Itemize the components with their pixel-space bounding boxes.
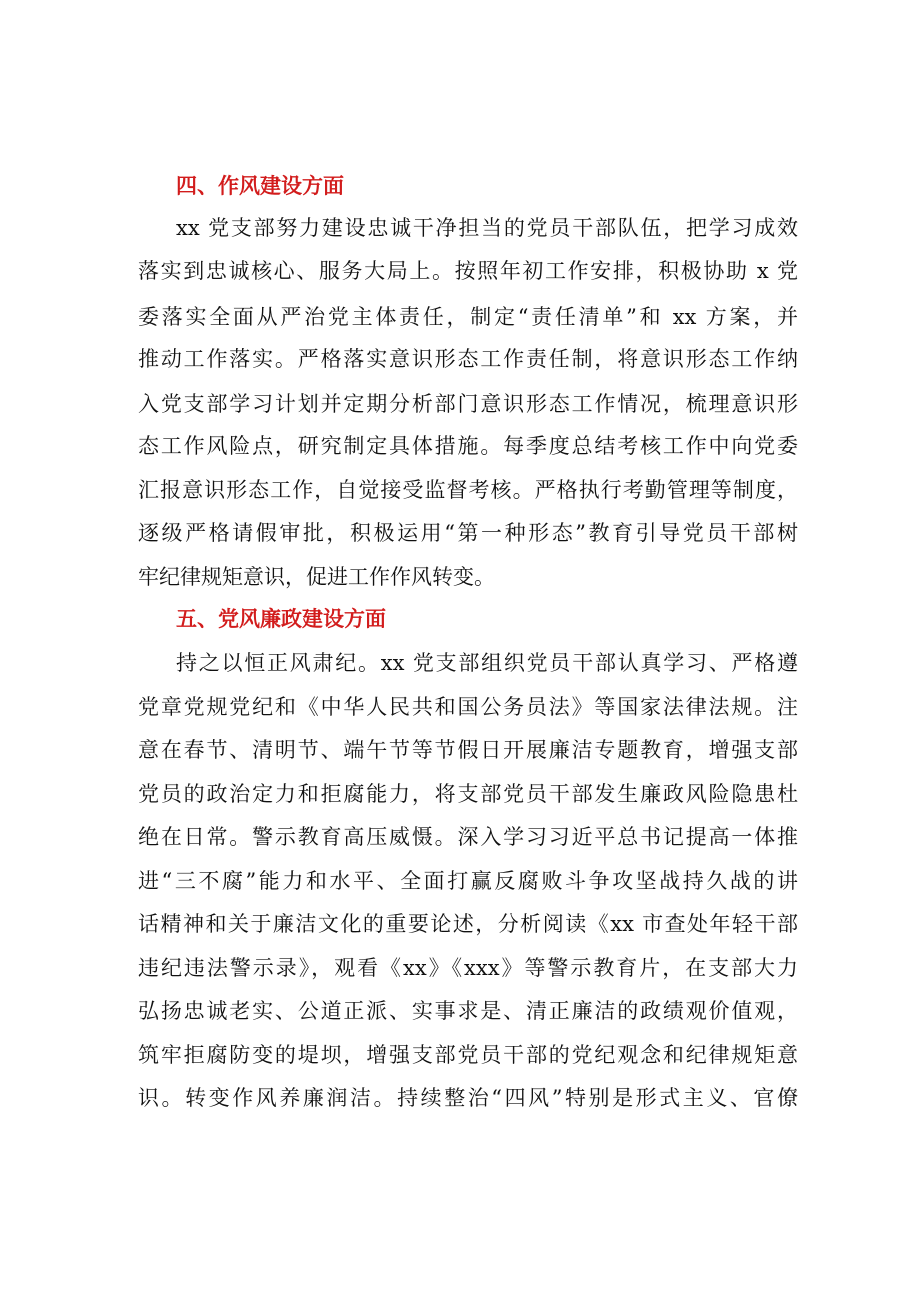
section-5-line: 弘扬忠诚老实、公道正派、实事求是、清正廉洁的政绩观价值观，	[138, 999, 798, 1023]
section-5-line: 绝在日常。警示教育高压威慑。深入学习习近平总书记提高一体推	[138, 825, 798, 849]
section-5-line: 党员的政治定力和拒腐能力，将支部党员干部发生廉政风险隐患杜	[138, 782, 798, 806]
section-4-line: 入党支部学习计划并定期分析部门意识形态工作情况，梳理意识形	[138, 392, 798, 416]
section-4-line: 委落实全面从严治党主体责任，制定“责任清单”和 xx 方案，并	[138, 305, 798, 329]
section-4-line: 态工作风险点，研究制定具体措施。每季度总结考核工作中向党委	[138, 434, 798, 458]
section-5-line: 意在春节、清明节、端午节等节假日开展廉洁专题教育，增强支部	[138, 738, 798, 762]
section-5-line: 党章党规党纪和《中华人民共和国公务员法》等国家法律法规。注	[138, 695, 798, 719]
section-4-line: 落实到忠诚核心、服务大局上。按照年初工作安排，积极协助 x 党	[138, 259, 798, 283]
section-4-line: 汇报意识形态工作，自觉接受监督考核。严格执行考勤管理等制度，	[138, 478, 798, 502]
section-4-heading: 四、作风建设方面	[176, 174, 344, 198]
section-4-line: 推动工作落实。严格落实意识形态工作责任制，将意识形态工作纳	[138, 347, 798, 371]
section-5-line: 持之以恒正风肃纪。xx 党支部组织党员干部认真学习、严格遵	[176, 651, 798, 675]
section-5-line: 违纪违法警示录》，观看《xx》《xxx》等警示教育片，在支部大力	[138, 956, 798, 980]
section-4-line: 逐级严格请假审批，积极运用“第一种形态”教育引导党员干部树	[138, 521, 798, 545]
section-5-heading: 五、党风廉政建设方面	[176, 607, 386, 631]
section-4-line: xx 党支部努力建设忠诚干净担当的党员干部队伍，把学习成效	[176, 216, 798, 240]
section-5-line: 话精神和关于廉洁文化的重要论述，分析阅读《xx 市查处年轻干部	[138, 912, 798, 936]
section-5-line: 识。转变作风养廉润洁。持续整治“四风”特别是形式主义、官僚	[138, 1086, 798, 1110]
section-5-line: 筑牢拒腐防变的堤坝，增强支部党员干部的党纪观念和纪律规矩意	[138, 1043, 798, 1067]
section-4-line: 牢纪律规矩意识，促进工作作风转变。	[138, 565, 495, 589]
section-5-line: 进“三不腐”能力和水平、全面打赢反腐败斗争攻坚战持久战的讲	[138, 869, 798, 893]
